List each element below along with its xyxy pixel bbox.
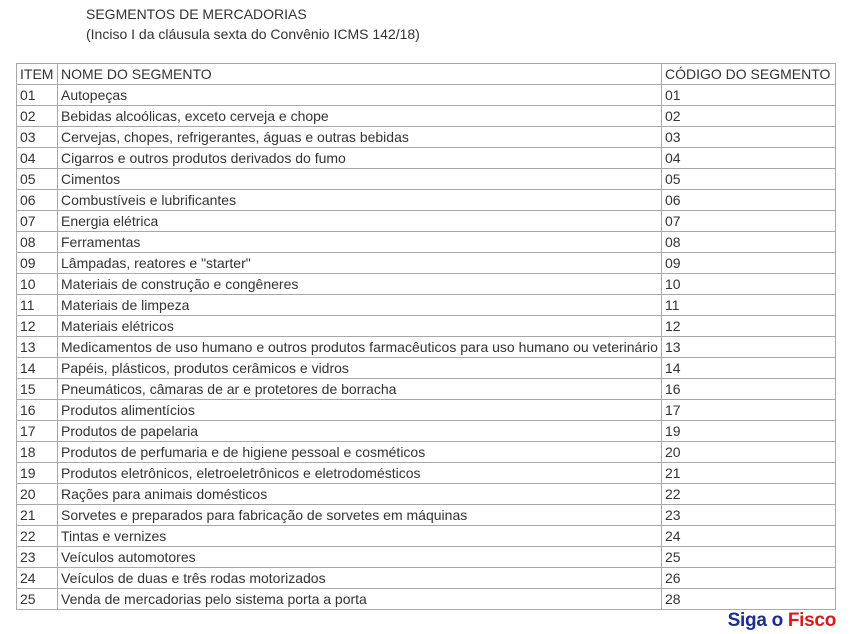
cell-segment-code: 12 [662,316,836,337]
cell-segment-name: Papéis, plásticos, produtos cerâmicos e vidros [58,358,662,379]
table-row [17,442,836,463]
table-row [17,106,836,127]
segments-table [16,63,836,610]
cell-item: 23 [17,547,58,568]
cell-segment-code: 04 [662,148,836,169]
cell-segment-code: 06 [662,190,836,211]
table-row [17,463,836,484]
cell-segment-code: 17 [662,400,836,421]
cell-segment-name: Combustíveis e lubrificantes [58,190,662,211]
cell-segment-name: Bebidas alcoólicas, exceto cerveja e chope [58,106,662,127]
cell-segment-code: 21 [662,463,836,484]
cell-item: 13 [17,337,58,358]
cell-segment-name: Lâmpadas, reatores e "starter" [58,253,662,274]
table-row [17,337,836,358]
cell-segment-code: 13 [662,337,836,358]
cell-segment-name: Cervejas, chopes, refrigerantes, águas e outras bebidas [58,127,662,148]
cell-segment-code: 25 [662,547,836,568]
heading-title: SEGMENTOS DE MERCADORIAS [86,6,307,22]
table-row [17,400,836,421]
table-row [17,211,836,232]
cell-item: 07 [17,211,58,232]
cell-segment-code: 05 [662,169,836,190]
cell-item: 14 [17,358,58,379]
cell-segment-name: Ferramentas [58,232,662,253]
cell-segment-name: Produtos de perfumaria e de higiene pessoal e cosméticos [58,442,662,463]
cell-segment-code: 28 [662,589,836,610]
cell-item: 06 [17,190,58,211]
cell-segment-name: Veículos automotores [58,547,662,568]
table-row [17,148,836,169]
cell-segment-name: Produtos eletrônicos, eletroeletrônicos e eletrodomésticos [58,463,662,484]
cell-segment-code: 08 [662,232,836,253]
table-row [17,85,836,106]
cell-item: 03 [17,127,58,148]
cell-segment-name: Pneumáticos, câmaras de ar e protetores de borracha [58,379,662,400]
cell-segment-name: Cigarros e outros produtos derivados do fumo [58,148,662,169]
cell-item: 24 [17,568,58,589]
cell-item: 22 [17,526,58,547]
cell-segment-name: Tintas e vernizes [58,526,662,547]
cell-segment-name: Materiais de limpeza [58,295,662,316]
cell-item: 10 [17,274,58,295]
table-row [17,295,836,316]
cell-item: 21 [17,505,58,526]
table-row [17,274,836,295]
cell-segment-name: Venda de mercadorias pelo sistema porta a porta [58,589,662,610]
cell-segment-code: 14 [662,358,836,379]
table-row [17,379,836,400]
heading-subtitle: (Inciso I da cláusula sexta do Convênio ICMS 142/18) [86,26,420,42]
cell-segment-code: 03 [662,127,836,148]
cell-segment-name: Autopeças [58,85,662,106]
heading [86,4,420,44]
table-row [17,421,836,442]
cell-item: 01 [17,85,58,106]
cell-segment-code: 02 [662,106,836,127]
cell-segment-name: Materiais elétricos [58,316,662,337]
cell-item: 15 [17,379,58,400]
cell-segment-code: 16 [662,379,836,400]
table-body [17,85,836,610]
cell-segment-code: 26 [662,568,836,589]
table-row [17,589,836,610]
cell-segment-code: 22 [662,484,836,505]
table-row [17,568,836,589]
cell-item: 12 [17,316,58,337]
cell-item: 11 [17,295,58,316]
cell-item: 08 [17,232,58,253]
header-item: ITEM [17,64,58,85]
table-row [17,253,836,274]
cell-item: 20 [17,484,58,505]
cell-segment-code: 10 [662,274,836,295]
cell-item: 19 [17,463,58,484]
cell-item: 25 [17,589,58,610]
cell-item: 16 [17,400,58,421]
cell-segment-name: Produtos alimentícios [58,400,662,421]
table-row [17,484,836,505]
cell-segment-code: 19 [662,421,836,442]
table-header-row [17,64,836,85]
cell-segment-name: Rações para animais domésticos [58,484,662,505]
table-row [17,127,836,148]
cell-segment-name: Produtos de papelaria [58,421,662,442]
cell-item: 09 [17,253,58,274]
table-row [17,169,836,190]
table-row [17,358,836,379]
siga-o-fisco-logo [728,610,836,632]
cell-segment-name: Medicamentos de uso humano e outros produtos farmacêuticos para uso humano ou veterinário [58,337,662,358]
brand-part-1: Siga o [727,610,783,631]
cell-item: 05 [17,169,58,190]
brand-part-2: Fisco [787,610,836,631]
cell-segment-code: 07 [662,211,836,232]
cell-segment-name: Cimentos [58,169,662,190]
table-row [17,505,836,526]
table-row [17,526,836,547]
cell-segment-name: Sorvetes e preparados para fabricação de sorvetes em máquinas [58,505,662,526]
header-segment-code: CÓDIGO DO SEGMENTO [662,64,836,85]
cell-segment-name: Energia elétrica [58,211,662,232]
cell-segment-name: Veículos de duas e três rodas motorizados [58,568,662,589]
cell-segment-code: 11 [662,295,836,316]
header-segment-name: NOME DO SEGMENTO [58,64,662,85]
cell-segment-code: 24 [662,526,836,547]
table-row [17,232,836,253]
cell-item: 18 [17,442,58,463]
cell-segment-code: 09 [662,253,836,274]
cell-segment-name: Materiais de construção e congêneres [58,274,662,295]
cell-item: 02 [17,106,58,127]
cell-segment-code: 01 [662,85,836,106]
cell-segment-code: 23 [662,505,836,526]
table-row [17,190,836,211]
cell-item: 04 [17,148,58,169]
cell-segment-code: 20 [662,442,836,463]
table-row [17,547,836,568]
table-row [17,316,836,337]
cell-item: 17 [17,421,58,442]
